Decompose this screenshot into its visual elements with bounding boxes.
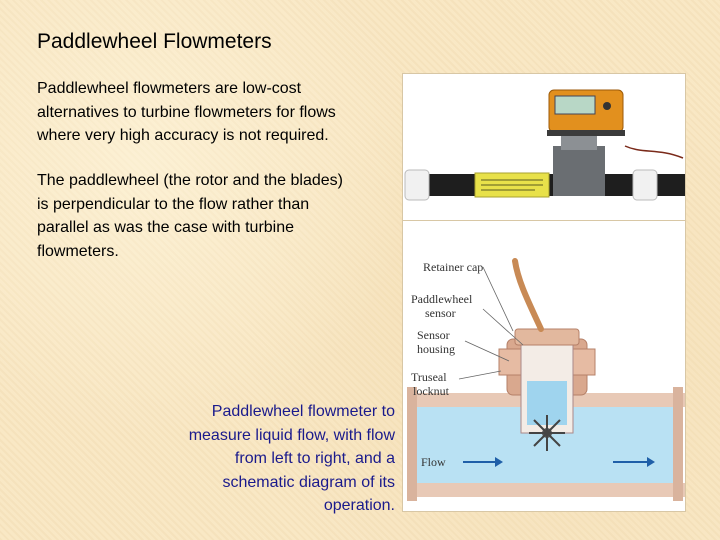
label-truseal-locknut-2: locknut [413, 384, 449, 398]
retainer-cap-shape [515, 329, 579, 345]
label-paddlewheel-sensor-1: Paddlewheel [411, 292, 473, 306]
copper-cable [515, 261, 541, 329]
sensor-wire [625, 146, 683, 158]
slide-title: Paddlewheel Flowmeters [37, 30, 272, 53]
flowmeter-photo [402, 73, 686, 222]
right-union-fitting [633, 170, 657, 200]
meter-button [603, 102, 611, 110]
intro-paragraph: Paddlewheel flowmeters are low-cost alternatives to turbine flowmeters for flows where very high accuracy is not required. [37, 80, 336, 144]
pipe-lower-wall [411, 483, 685, 497]
label-sensor-housing-1: Sensor [417, 328, 450, 342]
label-retainer-cap: Retainer cap [423, 260, 484, 274]
pipe-right-flange [673, 387, 683, 501]
left-union-fitting [405, 170, 429, 200]
paddlewheel-orientation-paragraph: The paddlewheel (the rotor and the blades) is perpendicular to the flow rather than parallel as was the case with turbine flowmeters. [37, 172, 343, 260]
label-paddlewheel-sensor-2: sensor [425, 306, 456, 320]
pipe-left-flange [407, 387, 417, 501]
meter-display [555, 96, 595, 114]
meter-base [547, 130, 625, 136]
label-flow: Flow [421, 455, 446, 469]
label-sensor-housing-2: housing [417, 342, 456, 356]
label-truseal-locknut-1: Truseal [411, 370, 447, 384]
sensor-tee [553, 146, 605, 196]
figure-caption: Paddlewheel flowmeter to measure liquid flow, with flow from left to right, and a schematic diagram of its operation. [188, 403, 395, 514]
paddlewheel-rotor [529, 415, 565, 451]
paddlewheel-schematic [402, 220, 686, 512]
